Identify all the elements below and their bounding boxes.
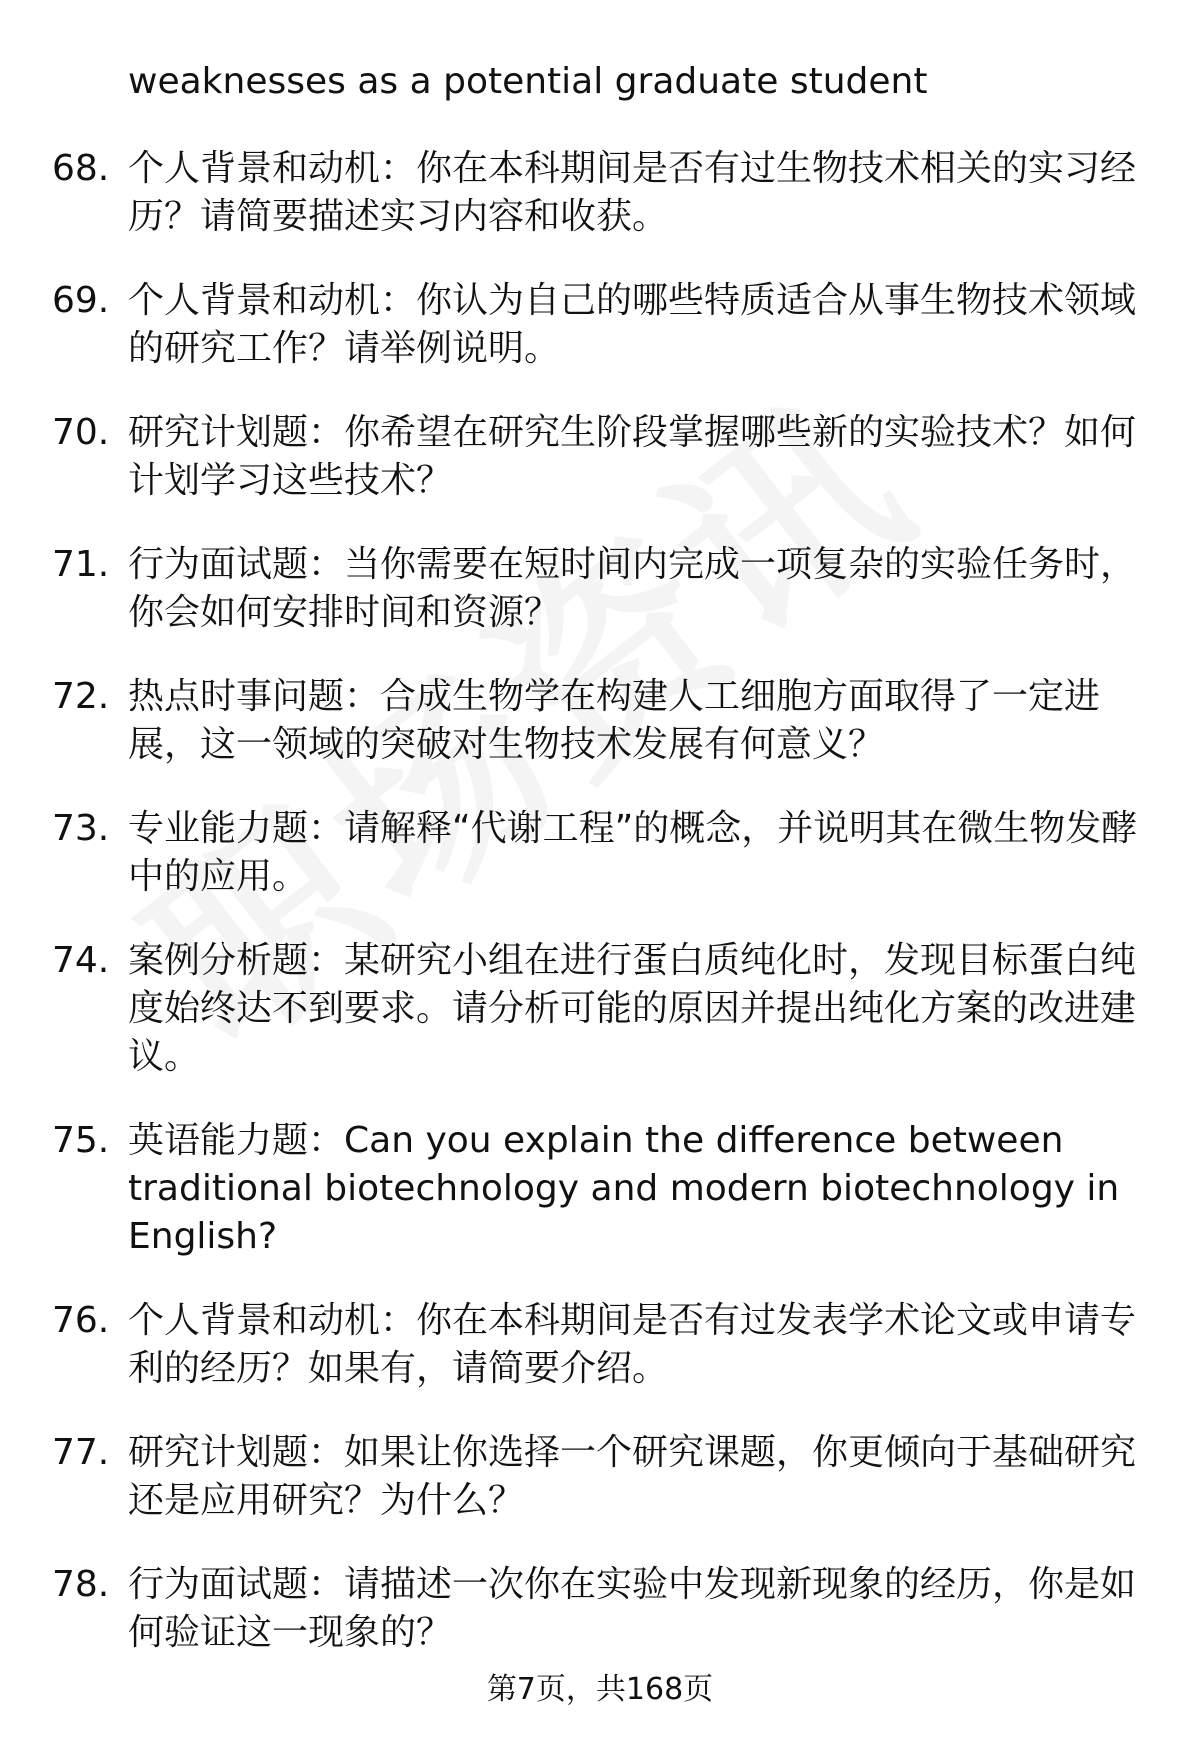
question-list — [0, 145, 1200, 1693]
item-text: 案例分析题：某研究小组在进行蛋白质纯化时，发现目标蛋白纯度始终达不到要求。请分析可能的原因并提出纯化方案的改进建议。 — [128, 940, 1137, 1077]
item-text: 个人背景和动机：你在本科期间是否有过生物技术相关的实习经历？请简要描述实习内容和收获。 — [128, 148, 1137, 237]
item-text: 个人背景和动机：你在本科期间是否有过发表学术论文或申请专利的经历？如果有，请简要介绍。 — [128, 1300, 1137, 1389]
list-item — [0, 1297, 1200, 1393]
list-item — [0, 145, 1200, 241]
item-text: 个人背景和动机：你认为自己的哪些特质适合从事生物技术领域的研究工作？请举例说明。 — [128, 280, 1137, 369]
list-item — [0, 1429, 1200, 1525]
list-item — [0, 541, 1200, 637]
list-item — [0, 937, 1200, 1081]
item-number: 74. — [52, 940, 110, 981]
list-item — [0, 805, 1200, 901]
item-number: 75. — [52, 1120, 110, 1161]
item-number: 68. — [52, 148, 110, 189]
page-footer: 第7页，共168页 — [486, 1672, 714, 1707]
item-number: 76. — [52, 1300, 110, 1341]
continuation-text: weaknesses as a potential graduate student — [128, 61, 928, 102]
item-text: 行为面试题：请描述一次你在实验中发现新现象的经历，你是如何验证这一现象的？ — [128, 1564, 1137, 1653]
list-item — [0, 409, 1200, 505]
item-number: 77. — [52, 1432, 110, 1473]
item-number: 69. — [52, 280, 110, 321]
item-text: 英语能力题：Can you explain the difference between traditional biotechnology and modern biotechnology in English? — [128, 1120, 1120, 1257]
list-item — [0, 1561, 1200, 1657]
item-text: 专业能力题：请解释“代谢工程”的概念，并说明其在微生物发酵中的应用。 — [128, 808, 1138, 897]
item-text: 研究计划题：如果让你选择一个研究课题，你更倾向于基础研究还是应用研究？为什么？ — [128, 1432, 1137, 1521]
item-text: 行为面试题：当你需要在短时间内完成一项复杂的实验任务时，你会如何安排时间和资源？ — [128, 544, 1137, 633]
item-text: 热点时事问题：合成生物学在构建人工细胞方面取得了一定进展，这一领域的突破对生物技术发展有何意义？ — [128, 676, 1101, 765]
item-number: 71. — [52, 544, 110, 585]
item-number: 78. — [52, 1564, 110, 1605]
item-number: 73. — [52, 808, 110, 849]
item-text: 研究计划题：你希望在研究生阶段掌握哪些新的实验技术？如何计划学习这些技术？ — [128, 412, 1137, 501]
list-item — [0, 277, 1200, 373]
list-item — [0, 1117, 1200, 1261]
list-item — [0, 673, 1200, 769]
item-number: 70. — [52, 412, 110, 453]
item-number: 72. — [52, 676, 110, 717]
